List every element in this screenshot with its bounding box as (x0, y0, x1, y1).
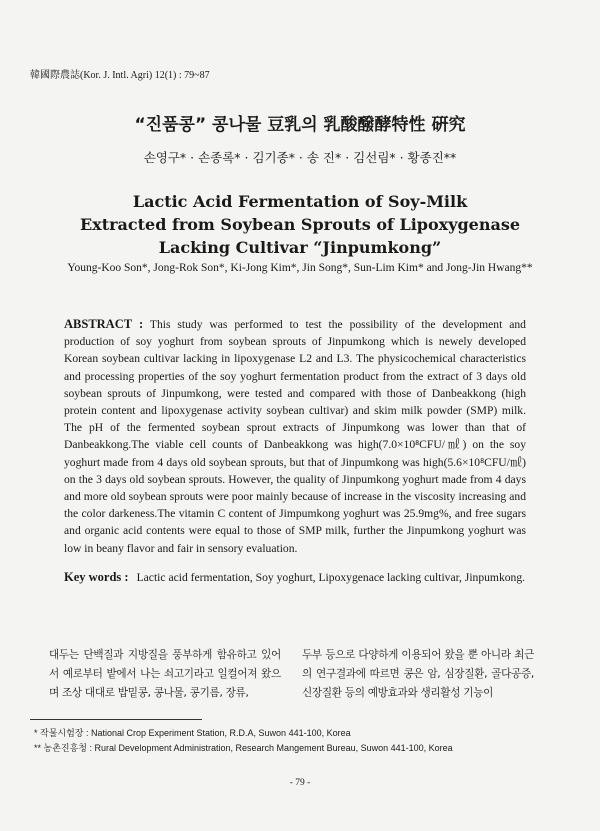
english-title-line-1: Lactic Acid Fermentation of Soy-Milk (132, 192, 468, 211)
english-authors: Young-Koo Son*, Jong-Rok Son*, Ki-Jong Kim*, Jin Song*, Sun-Lim Kim* and Jong-Jin Hwang** (67, 262, 533, 274)
body-column-left: 대두는 단백질과 지방질을 풍부하게 함유하고 있어서 예로부터 밭에서 나는 쇠고기라고 일컬어져 왔으며 조상 대대로 밥밑콩, 콩나물, 콩기름, 장류, (49, 649, 281, 699)
page-number: - 79 - (289, 778, 311, 788)
keywords-label: Key words : (64, 570, 129, 584)
english-title (0, 190, 600, 259)
korean-authors: 손영구* · 손종록* · 김기종* · 송 진* · 김선림* · 황종진** (143, 150, 457, 165)
korean-title: “진품콩” 콩나물 豆乳의 乳酸醱酵特性 硏究 (134, 115, 466, 135)
footnote-2: ** 농촌진흥청 : Rural Development Administration, Research Mangement Bureau, Suwon 441-100, Korea (34, 743, 453, 753)
footnote-1: * 작물시험장 : National Crop Experiment Station, R.D.A, Suwon 441-100, Korea (34, 728, 351, 738)
keywords (64, 569, 534, 586)
abstract (64, 316, 526, 557)
english-title-line-2: Extracted from Soybean Sprouts of Lipoxygenase (79, 215, 521, 234)
footnote-divider (30, 719, 202, 720)
body-column-right: 두부 등으로 다양하게 이용되어 왔을 뿐 아니라 최근의 연구결과에 따르면 콩은 암, 심장질환, 골다공증, 신장질환 등의 예방효과와 생리활성 기능이 (302, 649, 534, 699)
journal-citation: 韓國際農誌(Kor. J. Intl. Agri) 12(1) : 79~87 (30, 70, 210, 81)
english-title-line-3: Lacking Cultivar “Jinpumkong” (158, 238, 442, 257)
abstract-label: ABSTRACT : (64, 317, 144, 331)
abstract-text: This study was performed to test the possibility of the development and production of soy yoghurt from soybean sprouts of Jinpumkong which is newely developed Korean soybean cultivar lacking in lipoxygenase L2 and L3. The physicochemical characteristics and processing properties of the soy yoghurt fermentation product from the extract of 3 days old soybean sprouts of Jinpumkong, were tested and compared with those of Danbeakkong (high protein content and lipoxygenase activity soybean cultivar) and skim milk powder (SMP) milk. The pH of the fermented soybean sprout extracts of Jinpumkong was lower than that of Danbeakkong.The viable cell counts of Danbeakkong was high(7.0×10⁸CFU/㎖) on the soy yoghurt made from 4 days old soybean sprouts, but that of Jinpumkong was high(5.6×10⁸CFU/㎖) on the 3 days old soybean sprouts. However, the quality of Jinpumkong yoghurt made from 4 days and more old soybean sprouts were poor mainly because of increase in the viscosity increasing and the color darkeness.The vitamin C content of Jimpumkong yoghurt was 25.9mg%, and free sugars and organic acid contents were equal to those of SMP milk, further the Jinpumkong yoghurt was low in beany flavor and fair in sensory evaluation. (64, 318, 526, 555)
keywords-text: Lactic acid fermentation, Soy yoghurt, Lipoxygenace lacking cultivar, Jinpumkong. (136, 571, 526, 584)
